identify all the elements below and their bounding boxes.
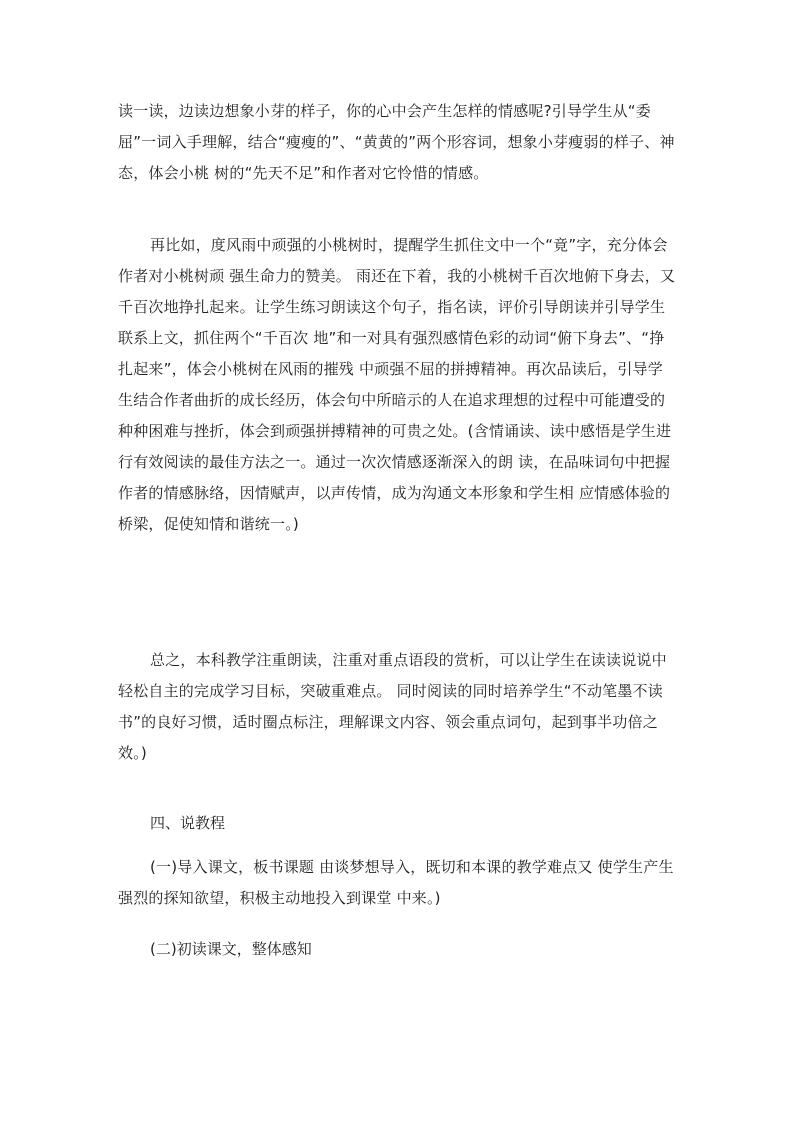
paragraph-reading-sprout: 读一读，边读边想象小芽的样子，你的心中会产生怎样的情感呢?引导学生从“委屈”一词入手理解，结合“瘦瘦的”、“黄黄的”两个形容词，想象小芽瘦弱的样子、神态，体会小桃 树的“先天不足”和作者对它怜惜的情感。 <box>118 102 675 182</box>
section-heading-teaching-process: 四、说教程 <box>150 814 226 832</box>
paragraph-introduction: (一)导入课文，板书课题 由谈梦想导入，既切和本课的教学难点又 使学生产生强烈的探知欲望，积极主动地投入到课堂 中来。) <box>118 858 674 907</box>
paragraph-summary: 总之，本科教学注重朗读，注重对重点语段的赏析，可以让学生在读读说说中轻松自主的完成学习目标，突破重难点。 同时阅读的同时培养学生“不动笔墨不读书”的良好习惯，适时圈点标注，理解课文内容、领会重点词句，起到事半功倍之效。) <box>118 651 667 762</box>
paragraph-peach-tree-in-storm: 再比如，度风雨中顽强的小桃树时，提醒学生抓住文中一个“竟”字，充分体会作者对小桃树顽 强生命力的赞美。 雨还在下着，我的小桃树千百次地俯下身去，又千百次地挣扎起来。让学生练习朗读这个句子，指名读，评价引导朗读并引导学生联系上文，抓住两个“千百次 地”和一对具有强烈感情色彩的动词“俯下身去”、“挣扎起来”，体会小桃树在风雨的摧残 中顽强不屈的拼搏精神。再次品读后，引导学生结合作者曲折的成长经历，体会句中所暗示的人在追求理想的过程中可能遭受的种种困难与挫折，体会到顽强拼搏精神的可贵之处。(含情诵读、读中感悟是学生进行有效阅读的最佳方法之一。通过一次次情感逐渐深入的朗 读，在品味词句中把握作者的情感脉络，因情赋声，以声传情，成为沟通文本形象和学生相 应情感体验的桥梁，促使知情和谐统一。) <box>118 236 676 533</box>
section-heading-first-reading: (二)初读课文，整体感知 <box>150 940 312 958</box>
